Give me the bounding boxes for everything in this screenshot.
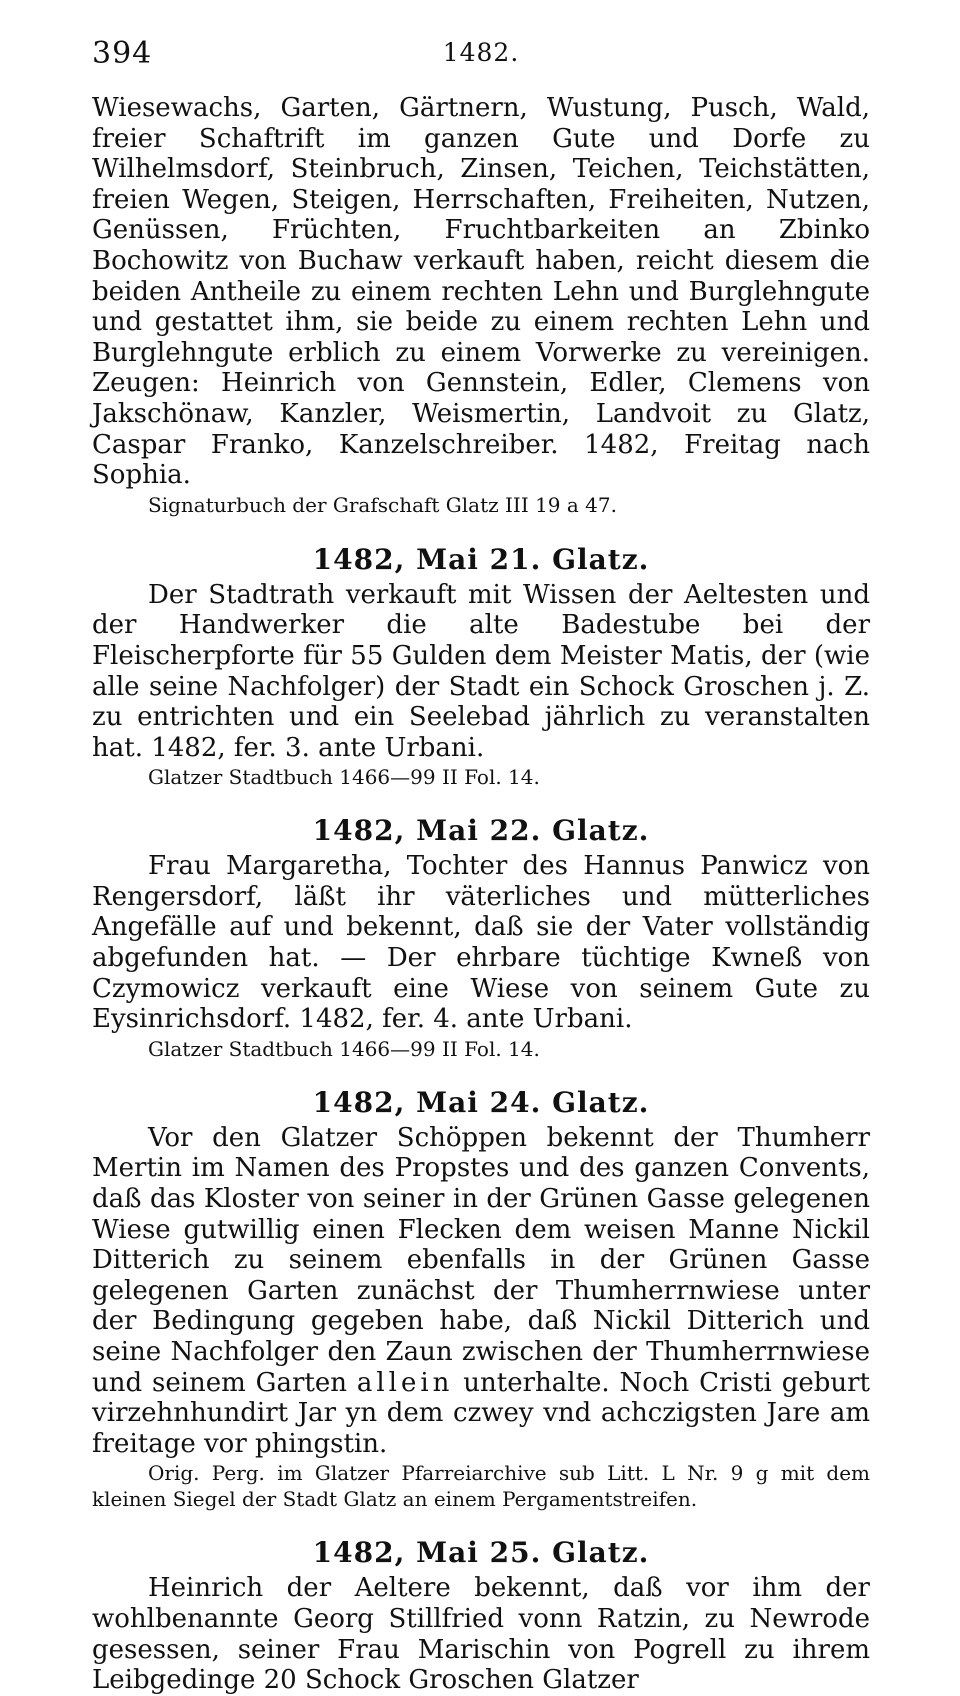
entry-source: Glatzer Stadtbuch 1466—99 II Fol. 14. [148,1036,540,1061]
entry-heading: 1482, Mai 24. Glatz. [312,1085,650,1119]
page-header [92,30,870,70]
entry-source: Orig. Perg. im Glatzer Pfarreiarchive sub Litt. L Nr. 9 g mit dem kleinen Siegel der Stadt Glatz an einem Pergamentstreifen. [92,1461,870,1512]
entry-text: Der Stadtrath verkauft mit Wissen der Aeltesten und der Handwerker die alte Badestube bei der Fleischerpforte für 55 Gulden dem Meister Matis, der (wie alle seine Nachfolger) der Stadt ein Schock Groschen j. Z. zu entrichten und ein Seelebad jährlich zu veranstalten hat. 1482, fer. 3. ante Urbani. [92,579,870,763]
entry-text: Frau Margaretha, Tochter des Hannus Panwicz von Rengersdorf, läßt ihr väterliches und mütterliches Angefälle auf und bekennt, daß sie der Vater vollständig abgefunden hat. — Der ehrbare tüchtige Kwneß von Czymowicz verkauft eine Wiese von seinem Gute zu Eysinrichsdorf. 1482, fer. 4. ante Urbani. [92,851,870,1035]
entry-source: Signaturbuch der Grafschaft Glatz III 19 a 47. [148,492,617,517]
entry-text: Wiesewachs, Garten, Gärtnern, Wustung, Pusch, Wald, freier Schaftrift im ganzen Gute und Dorfe zu Wilhelmsdorf, Steinbruch, Zinsen, Teichen, Teichstätten, freien Wegen, Steigen, Herrschaften, Freiheiten, Nutzen, Genüssen, Früchten, Fruchtbarkeiten an Zbinko Bochowitz von Buchaw verkauft haben, reicht diesem die beiden Antheile zu einem rechten Lehn und Burglehngute und gestattet ihm, sie beide zu einem rechten Lehn und Burglehngute erblich zu einem Vorwerke zu vereinigen. Zeugen: Heinrich von Gennstein, Edler, Clemens von Jakschönaw, Kanzler, Weismertin, Landvoit zu Glatz, Caspar Franko, Kanzelschreiber. 1482, Freitag nach Sophia. [92,93,870,491]
document-page [92,30,870,1696]
entry-source: Glatzer Stadtbuch 1466—99 II Fol. 14. [148,765,540,790]
emphasized-word: allein [356,1367,454,1398]
running-head: 1482. [442,38,520,67]
entry-heading: 1482, Mai 25. Glatz. [312,1536,650,1570]
page-number: 394 [92,36,153,71]
entry-text: Heinrich der Aeltere bekennt, daß vor ihm der wohlbenannte Georg Stillfried vonn Ratzin, zu Newrode gesessen, seiner Frau Marischin von Pogrell zu ihrem Leibgedinge 20 Schock Groschen Glatzer [92,1573,870,1696]
entry-text [92,1123,870,1460]
entry-text-part: unterhalte. Noch Cristi geburt virzehnhundirt Jar yn dem czwey vnd achczigsten Jare am freitage vor phingstin. [92,1367,870,1459]
entry-text-part: Vor den Glatzer Schöppen bekennt der Thumherr Mertin im Namen des Propstes und des ganzen Convents, daß das Kloster von seiner in der Grünen Gasse gelegenen Wiese gutwillig einen Flecken dem weisen Manne Nickil Ditterich zu seinem ebenfalls in der Grünen Gasse gelegenen Garten zunächst der Thumherrnwiese unter der Bedingung gegeben habe, daß Nickil Ditterich und seine Nachfolger den Zaun zwischen der Thumherrnwiese und seinem Garten [92,1122,870,1398]
entry-heading: 1482, Mai 22. Glatz. [312,814,650,848]
entry-heading: 1482, Mai 21. Glatz. [312,542,650,576]
